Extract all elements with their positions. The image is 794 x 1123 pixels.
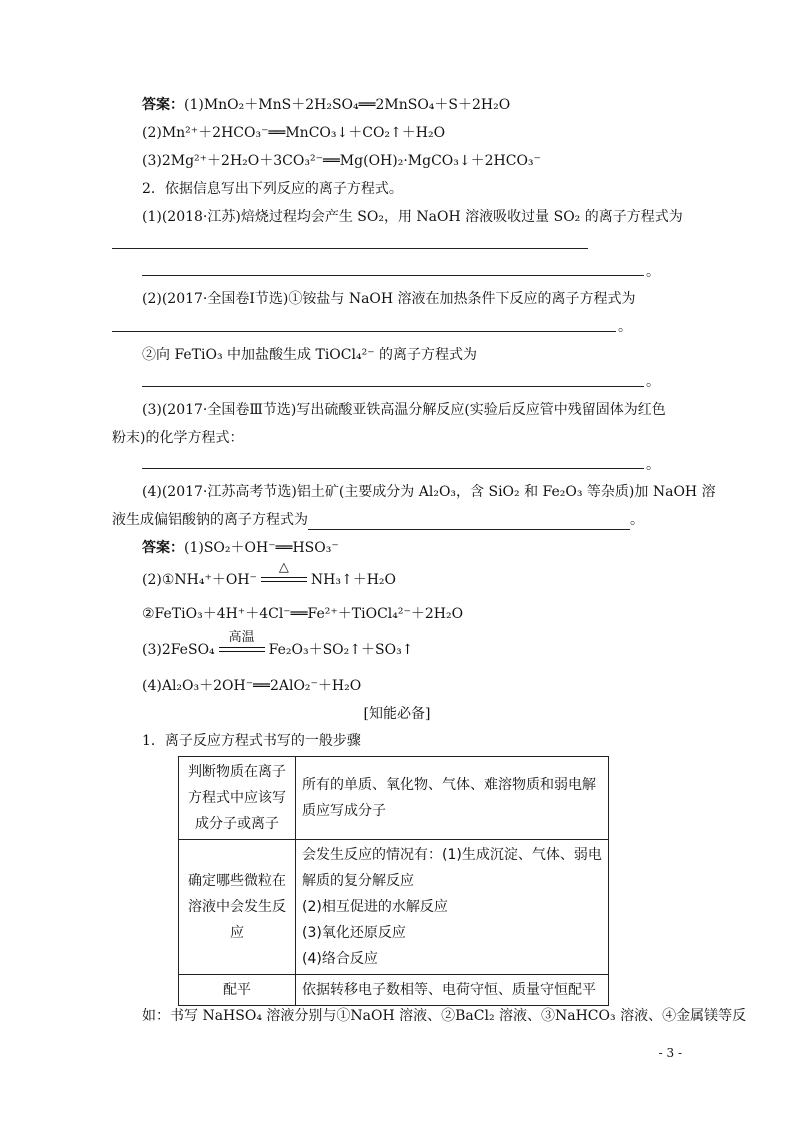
question2-part1: (1)(2018·江苏)焙烧过程均会产生 SO₂，用 NaOH 溶液吸收过量 SO₂ 的离子方程式为 — [142, 209, 683, 225]
answer-label: 答案： — [142, 97, 184, 113]
answer-label: 答案： — [142, 540, 184, 556]
period: 。 — [618, 319, 632, 335]
period: 。 — [646, 264, 660, 280]
table-row — [179, 975, 609, 1006]
table-cell-desc: 所有的单质、氧化物、气体、难溶物质和弱电解质应写成分子 — [296, 757, 609, 840]
table-cell-desc: 会发生反应的情况有：(1)生成沉淀、气体、弱电解质的复分解反应 (2)相互促进的水解反应 (3)氧化还原反应 (4)络合反应 — [296, 840, 609, 975]
question2-part3b: 粉末)的化学方程式： — [112, 430, 244, 446]
answer1-line3: (3)2Mg²⁺＋2H₂O＋3CO₃²⁻══Mg(OH)₂·MgCO₃↓＋2HCO₃⁻ — [142, 153, 541, 169]
table-cell-desc: 依据转移电子数相等、电荷守恒、质量守恒配平 — [296, 975, 609, 1006]
answer2-line5: (4)Al₂O₃＋2OH⁻══2AlO₂⁻＋H₂O — [142, 678, 362, 694]
section-title: [知能必备] — [363, 706, 431, 722]
answer2-line2: (2)①NH₄⁺＋OH⁻ △ NH₃↑＋H₂O — [142, 560, 397, 588]
question2-part4b: 液生成偏铝酸钠的离子方程式为 。 — [112, 512, 644, 528]
answer2-line1: 答案：(1)SO₂＋OH⁻══HSO₃⁻ — [142, 540, 339, 556]
answer-blank[interactable] — [112, 331, 616, 332]
question2-title: 2．依据信息写出下列反应的离子方程式。 — [142, 181, 403, 197]
answer-blank[interactable] — [112, 248, 588, 249]
table-cell-step: 确定哪些微粒在溶液中会发生反应 — [179, 840, 296, 975]
question2-part2: (2)(2017·全国卷Ⅰ节选)①铵盐与 NaOH 溶液在加热条件下反应的离子方程式为 — [142, 291, 636, 307]
table-cell-step: 配平 — [179, 975, 296, 1006]
answer-blank[interactable] — [142, 468, 644, 469]
page-number: - 3 - — [658, 1046, 682, 1060]
period: 。 — [646, 457, 660, 473]
answer2-line3: ②FeTiO₃＋4H⁺＋4Cl⁻══Fe²⁺＋TiOCl₄²⁻＋2H₂O — [142, 606, 464, 622]
reaction-arrow: △ — [261, 570, 307, 590]
reaction-arrow: 高温 — [219, 640, 265, 660]
example-line: 如：书写 NaHSO₄ 溶液分别与①NaOH 溶液、②BaCl₂ 溶液、③NaHCO₃ 溶液、④金属镁等反 — [142, 1008, 747, 1024]
table-cell-step: 判断物质在离子方程式中应该写成分子或离子 — [179, 757, 296, 840]
answer1-line1: 答案：(1)MnO₂＋MnS＋2H₂SO₄══2MnSO₄＋S＋2H₂O — [142, 97, 511, 113]
period: 。 — [646, 374, 660, 390]
answer-blank[interactable] — [308, 513, 630, 530]
answer-blank[interactable] — [142, 386, 644, 387]
question2-part2b: ②向 FeTiO₃ 中加盐酸生成 TiOCl₄²⁻ 的离子方程式为 — [142, 347, 478, 363]
table-row — [179, 840, 609, 975]
section-heading: 1．离子反应方程式书写的一般步骤 — [142, 733, 361, 749]
question2-part3a: (3)(2017·全国卷Ⅲ节选)写出硫酸亚铁高温分解反应(实验后反应管中残留固体为红色 — [142, 402, 666, 418]
table-row — [179, 757, 609, 840]
question2-part4a: (4)(2017·江苏高考节选)铝土矿(主要成分为 Al₂O₃，含 SiO₂ 和 Fe₂O₃ 等杂质)加 NaOH 溶 — [142, 484, 716, 500]
answer2-line4: (3)2FeSO₄ 高温 Fe₂O₃＋SO₂↑＋SO₃↑ — [142, 630, 414, 658]
answer-blank[interactable] — [142, 275, 644, 276]
steps-table — [178, 756, 609, 1006]
answer1-line2: (2)Mn²⁺＋2HCO₃⁻══MnCO₃↓＋CO₂↑＋H₂O — [142, 125, 446, 141]
